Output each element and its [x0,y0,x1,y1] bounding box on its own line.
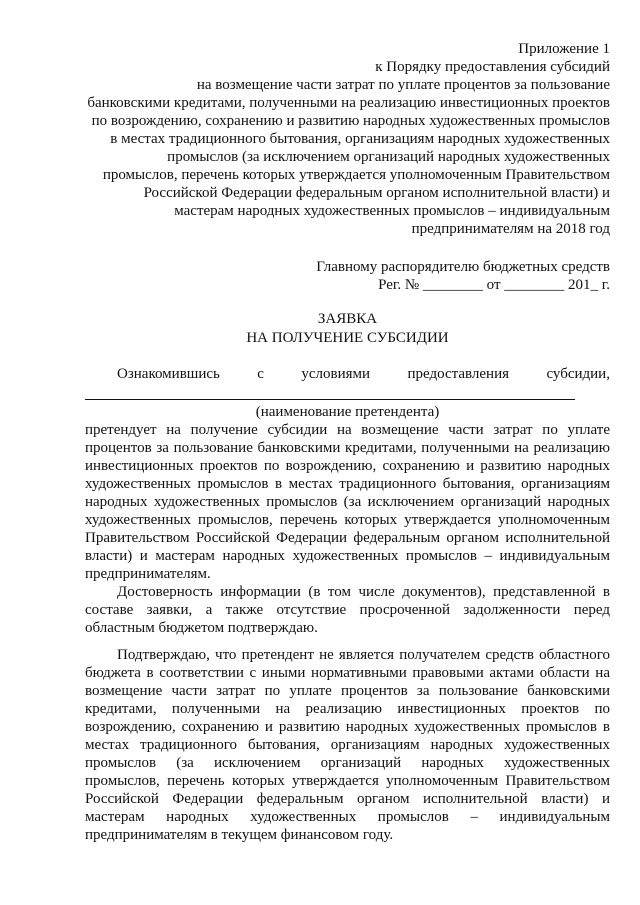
paragraph-line: художественных промыслов в местах традиционного бытования, организациям [85,476,610,492]
title-line: НА ПОЛУЧЕНИЕ СУБСИДИИ [246,330,449,346]
paragraph-line: местах традиционного бытования, организациям народных художественных [85,737,610,753]
paragraph-line: народных художественных промыслов (за исключением организаций народных [85,494,610,510]
paragraph-line: Правительством Российской Федерации федеральным органом исполнительной [85,530,610,546]
registration-line: Рег. № ________ от ________ 201_ г. [378,277,610,293]
paragraph-line: предпринимателям. [85,566,211,582]
annex-header [85,40,610,238]
intro-word: с [257,366,264,382]
recipient-line: Главному распорядителю бюджетных средств [316,259,610,275]
paragraph-line: мастерам народных художественных промыслов – индивидуальным [85,809,610,825]
title-line: ЗАЯВКА [317,311,378,327]
applicant-name-blank [85,383,575,400]
paragraph-line: кредитами, полученными на реализацию инвестиционных проектов по [85,701,610,717]
paragraph-line: бюджета в соответствии с иными нормативными правовыми актами области на [85,665,610,681]
application-form-page [85,40,610,844]
annex-line: промыслов, перечень которых утверждается уполномоченным Правительством [102,167,610,183]
paragraph-claim [85,421,610,583]
annex-line: на возмещение части затрат по уплате процентов за пользование [196,77,610,93]
annex-line: Приложение 1 [518,41,610,57]
paragraph-line: художественных промыслов, перечень которых утверждается уполномоченным [85,512,610,528]
paragraph-line: возмещение части затрат по уплате процентов за пользование банковскими [85,683,610,699]
paragraph-line: Российской Федерации федеральным органом исполнительной власти) и [85,791,610,807]
annex-line: Российской Федерации федеральным органом исполнительной власти) и [143,185,610,201]
annex-line: к Порядку предоставления субсидий [375,59,610,75]
annex-line: предпринимателям на 2018 год [411,221,610,237]
paragraph-line: власти) и мастерам народных художественных промыслов – индивидуальным [85,548,610,564]
intro-word: субсидии, [546,366,610,382]
paragraph-line: Достоверность информации (в том числе документов), представленной в [117,584,610,600]
document-title [85,310,610,348]
intro-word: условиями [301,366,371,382]
intro-word: Ознакомившись [117,366,220,382]
paragraph-line: составе заявки, а также отсутствие просроченной задолженности перед [85,602,610,618]
intro-line [85,365,610,383]
paragraph-line: Подтверждаю, что претендент не является получателем средств областного [117,647,610,663]
paragraph-reliability [85,583,610,637]
paragraph-line: предпринимателям в текущем финансовом году. [85,827,394,843]
paragraph-line: промыслов (за исключением организаций народных художественных [85,755,610,771]
paragraph-line: возрождению, сохранению и развитию народных художественных промыслов в [85,719,610,735]
paragraph-line: промыслов, перечень которых утверждается уполномоченным Правительством [85,773,610,789]
paragraph-line: инвестиционных проектов по возрождению, сохранению и развитию народных [85,458,610,474]
paragraph-confirmation [85,646,610,844]
annex-line: по возрождению, сохранению и развитию народных художественных промыслов [91,113,610,129]
paragraph-line: процентов за пользование банковскими кредитами, полученными на реализацию [85,440,610,456]
intro-word: предоставления [407,366,510,382]
annex-line: мастерам народных художественных промыслов – индивидуальным [174,203,610,219]
recipient-block [85,258,610,294]
annex-line: банковскими кредитами, полученными на реализацию инвестиционных проектов [87,95,610,111]
applicant-name-caption: (наименование претендента) [255,404,440,420]
paragraph-line: областным бюджетом подтверждаю. [85,620,318,636]
annex-line: в местах традиционного бытования, организациям народных художественных [110,131,610,147]
annex-line: промыслов (за исключением организаций народных художественных [167,149,610,165]
paragraph-line: претендует на получение субсидии на возмещение части затрат по уплате [85,422,610,438]
